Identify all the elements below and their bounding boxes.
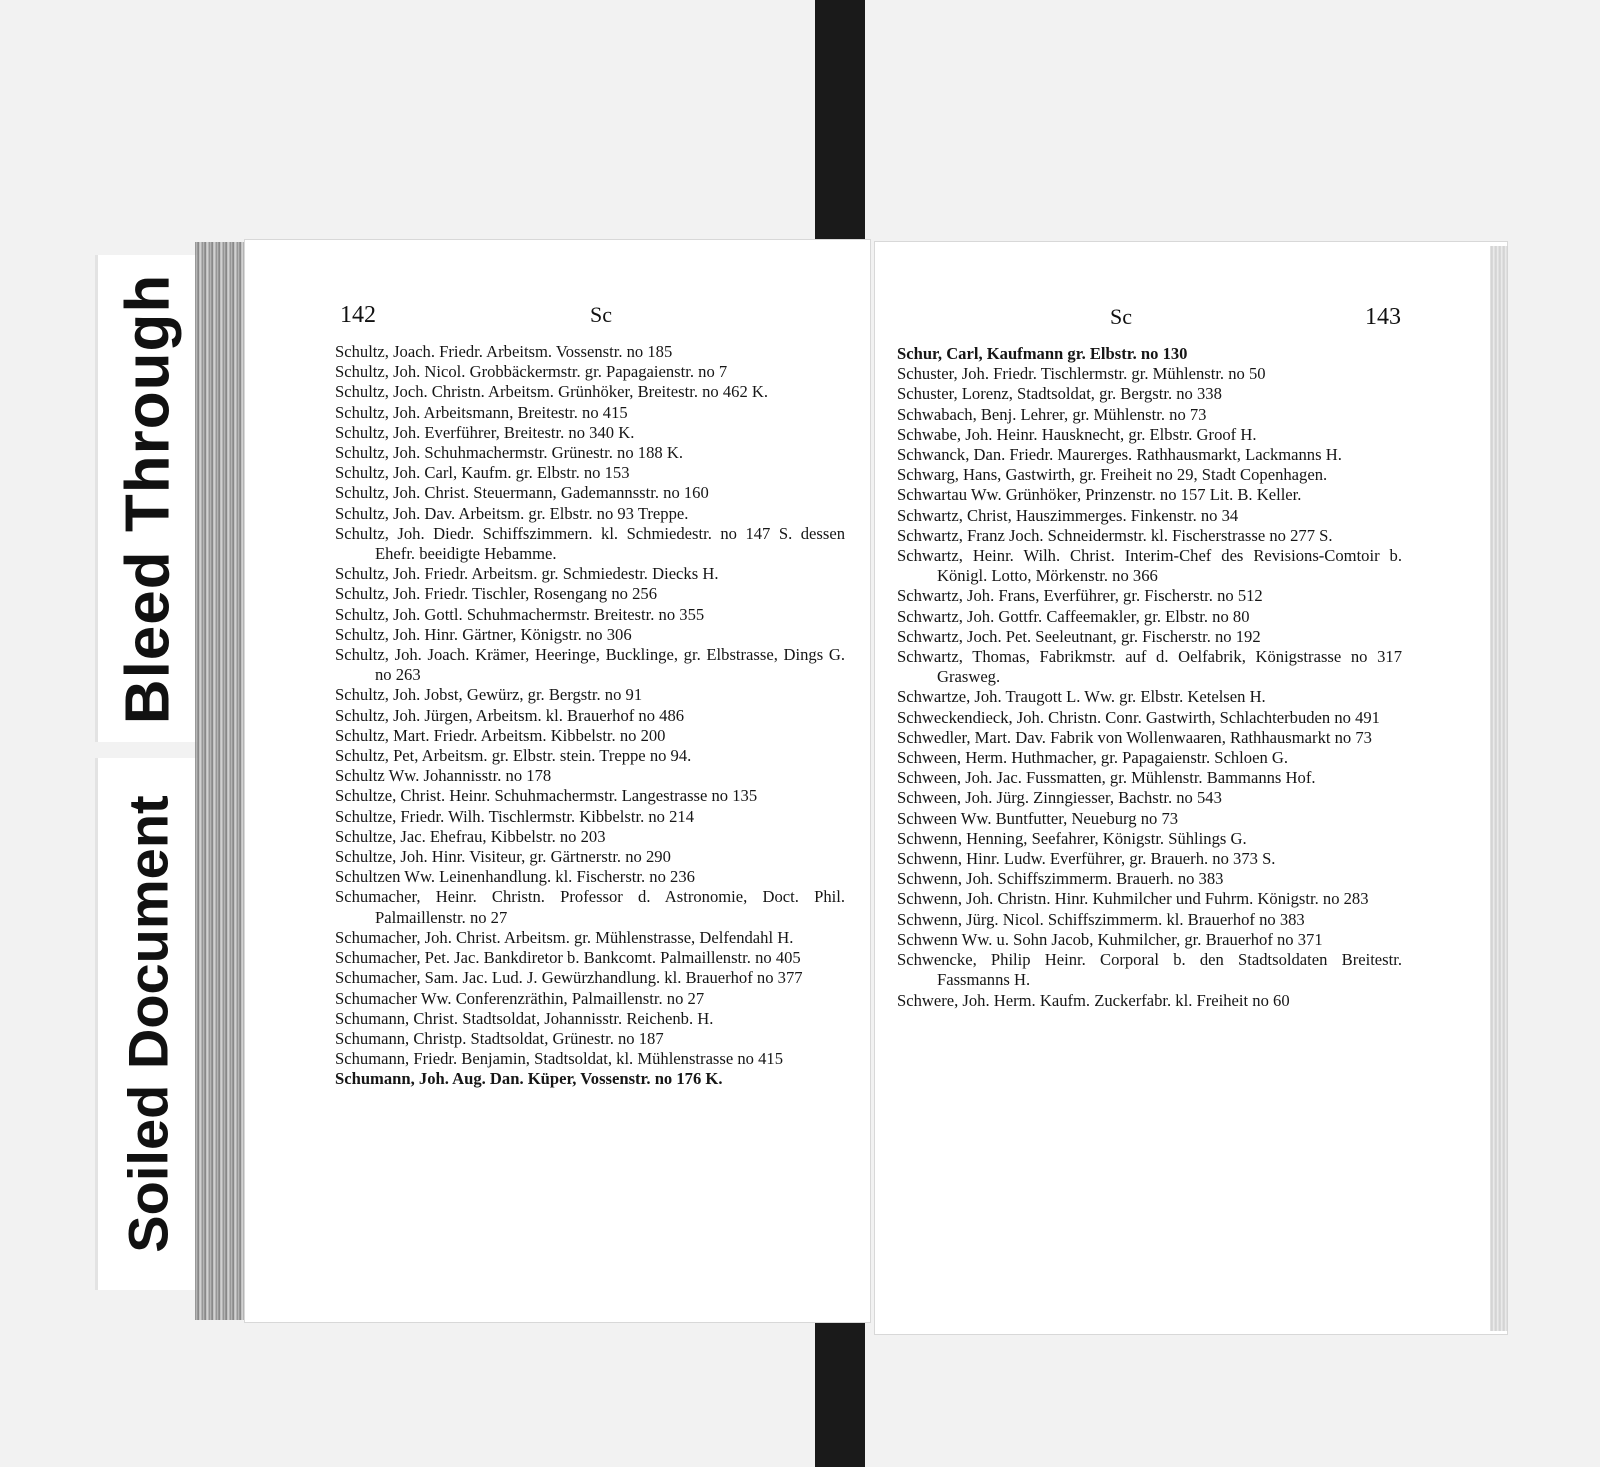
directory-entry: Schultz, Joh. Friedr. Tischler, Rosengang no 256 (335, 584, 657, 604)
directory-entry: Schultz, Pet, Arbeitsm. gr. Elbstr. stein. Treppe no 94. (335, 746, 692, 766)
directory-entry: Schultz, Joh. Arbeitsmann, Breitestr. no 415 (335, 402, 628, 422)
directory-entry: Schultze, Christ. Heinr. Schuhmachermstr. Langestrasse no 135 (335, 786, 758, 806)
directory-entry: Schuster, Lorenz, Stadtsoldat, gr. Bergstr. no 338 (897, 384, 1222, 404)
right-page (875, 242, 1507, 1334)
directory-entry: Schwencke, Philip Heinr. Corporal b. den Stadtsoldaten Breitestr. Fassmanns H. (897, 950, 1402, 990)
directory-entry: Schwartz, Joh. Gottfr. Caffeemakler, gr. Elbstr. no 80 (897, 606, 1250, 626)
directory-entry: Schwedler, Mart. Dav. Fabrik von Wollenwaaren, Rathhausmarkt no 73 (897, 727, 1372, 747)
directory-entry: Schumann, Friedr. Benjamin, Stadtsoldat, kl. Mühlenstrasse no 415 (335, 1049, 783, 1069)
directory-entry: Schultz, Joh. Nicol. Grobbäckermstr. gr. Papagaienstr. no 7 (335, 362, 728, 382)
directory-entry: Schwenn Ww. u. Sohn Jacob, Kuhmilcher, gr. Brauerhof no 371 (897, 929, 1323, 949)
left-page-number: 142 (340, 302, 376, 328)
directory-entry: Schultz, Joh. Joach. Krämer, Heeringe, Bucklinge, gr. Elbstrasse, Dings G. no 263 (335, 645, 845, 685)
directory-entry: Schumann, Christp. Stadtsoldat, Grünestr. no 187 (335, 1028, 664, 1048)
directory-entry: Schwabe, Joh. Heinr. Hausknecht, gr. Elbstr. Groof H. (897, 424, 1257, 444)
directory-entry: Schuster, Joh. Friedr. Tischlermstr. gr. Mühlenstr. no 50 (897, 364, 1266, 384)
directory-entry: Schween, Herm. Huthmacher, gr. Papagaienstr. Schloen G. (897, 748, 1289, 768)
directory-entry: Schumacher, Pet. Jac. Bankdiretor b. Bankcomt. Palmaillenstr. no 405 (335, 948, 801, 968)
directory-entry: Schultz, Joh. Friedr. Arbeitsm. gr. Schmiedestr. Diecks H. (335, 564, 719, 584)
directory-entry: Schultzen Ww. Leinenhandlung. kl. Fischerstr. no 236 (335, 867, 695, 887)
directory-entry: Schwenn, Henning, Seefahrer, Königstr. Sühlings G. (897, 828, 1247, 848)
directory-entry: Schumacher, Heinr. Christn. Professor d. Astronomie, Doct. Phil. Palmaillenstr. no 27 (335, 887, 845, 927)
bleed-through-label-box (95, 255, 198, 742)
directory-entry: Schultz, Joh. Carl, Kaufm. gr. Elbstr. no 153 (335, 463, 630, 483)
directory-entry: Schumann, Joh. Aug. Dan. Küper, Vossenstr. no 176 K. (335, 1069, 723, 1089)
directory-entry: Schweckendieck, Joh. Christn. Conr. Gastwirth, Schlachterbuden no 491 (897, 707, 1380, 727)
directory-entry: Schwartz, Heinr. Wilh. Christ. Interim-Chef des Revisions-Comtoir b. Königl. Lotto, Mörkenstr. no 366 (897, 546, 1402, 586)
right-page-heading: Sc (1110, 304, 1132, 329)
directory-entry: Schur, Carl, Kaufmann gr. Elbstr. no 130 (897, 344, 1188, 363)
directory-entry: Schwarg, Hans, Gastwirth, gr. Freiheit no 29, Stadt Copenhagen. (897, 465, 1328, 485)
directory-entry: Schumacher Ww. Conferenzräthin, Palmaillenstr. no 27 (335, 988, 705, 1008)
right-page-number: 143 (1365, 304, 1401, 330)
directory-entry: Schultz, Joh. Christ. Steuermann, Gademannsstr. no 160 (335, 483, 709, 503)
directory-entry: Schwartau Ww. Grünhöker, Prinzenstr. no 157 Lit. B. Keller. (897, 485, 1302, 505)
directory-entry: Schween Ww. Buntfutter, Neueburg no 73 (897, 808, 1179, 828)
directory-entry: Schwenn, Joh. Christn. Hinr. Kuhmilcher und Fuhrm. Königstr. no 283 (897, 889, 1369, 909)
directory-entry: Schultze, Friedr. Wilh. Tischlermstr. Kibbelstr. no 214 (335, 806, 695, 826)
left-page (245, 240, 870, 1322)
directory-entry: Schwartz, Christ, Hauszimmerges. Finkenstr. no 34 (897, 505, 1239, 525)
directory-entry: Schween, Joh. Jürg. Zinngiesser, Bachstr. no 543 (897, 788, 1222, 808)
directory-entry: Schultz, Joach. Friedr. Arbeitsm. Vossenstr. no 185 (335, 342, 673, 361)
directory-entry: Schwenn, Joh. Schiffszimmerm. Brauerh. no 383 (897, 869, 1224, 889)
left-entry-list (335, 342, 845, 1090)
directory-entry: Schultz, Mart. Friedr. Arbeitsm. Kibbelstr. no 200 (335, 725, 666, 745)
directory-entry: Schwartze, Joh. Traugott L. Ww. gr. Elbstr. Ketelsen H. (897, 687, 1266, 707)
left-page-heading: Sc (590, 302, 612, 327)
directory-entry: Schumann, Christ. Stadtsoldat, Johannisstr. Reichenb. H. (335, 1008, 714, 1028)
soiled-document-label-box (95, 758, 198, 1290)
directory-entry: Schultz, Joh. Hinr. Gärtner, Königstr. no 306 (335, 624, 632, 644)
directory-entry: Schwartz, Franz Joch. Schneidermstr. kl. Fischerstrasse no 277 S. (897, 525, 1333, 545)
soiled-document-label: Soiled Document (116, 795, 180, 1253)
directory-entry: Schwanck, Dan. Friedr. Maurerges. Rathhausmarkt, Lackmanns H. (897, 445, 1342, 465)
directory-entry: Schumacher, Sam. Jac. Lud. J. Gewürzhandlung. kl. Brauerhof no 377 (335, 968, 803, 988)
directory-entry: Schultz, Joh. Jürgen, Arbeitsm. kl. Brauerhof no 486 (335, 705, 685, 725)
directory-entry: Schwartz, Joh. Frans, Everführer, gr. Fischerstr. no 512 (897, 586, 1263, 606)
directory-entry: Schween, Joh. Jac. Fussmatten, gr. Mühlenstr. Bammanns Hof. (897, 768, 1316, 788)
directory-entry: Schumacher, Joh. Christ. Arbeitsm. gr. Mühlenstrasse, Delfendahl H. (335, 927, 794, 947)
right-page-edge (1490, 246, 1508, 1331)
directory-entry: Schultz, Joh. Schuhmachermstr. Grünestr. no 188 K. (335, 443, 683, 463)
bleed-through-label: Bleed Through (113, 273, 183, 724)
directory-entry: Schultz, Joh. Everführer, Breitestr. no 340 K. (335, 422, 635, 442)
directory-entry: Schwabach, Benj. Lehrer, gr. Mühlenstr. no 73 (897, 404, 1207, 424)
directory-entry: Schwartz, Joch. Pet. Seeleutnant, gr. Fischerstr. no 192 (897, 626, 1261, 646)
directory-entry: Schultze, Joh. Hinr. Visiteur, gr. Gärtnerstr. no 290 (335, 847, 671, 867)
directory-entry: Schultze, Jac. Ehefrau, Kibbelstr. no 203 (335, 826, 606, 846)
directory-entry: Schwartz, Thomas, Fabrikmstr. auf d. Oelfabrik, Königstrasse no 317 Grasweg. (897, 647, 1402, 687)
directory-entry: Schwenn, Jürg. Nicol. Schiffszimmerm. kl. Brauerhof no 383 (897, 909, 1305, 929)
directory-entry: Schultz, Joch. Christn. Arbeitsm. Grünhöker, Breitestr. no 462 K. (335, 382, 769, 402)
directory-entry: Schultz Ww. Johannisstr. no 178 (335, 766, 552, 786)
directory-entry: Schultz, Joh. Diedr. Schiffszimmern. kl. Schmiedestr. no 147 S. dessen Ehefr. beeidigte Hebamme. (335, 523, 845, 564)
directory-entry: Schultz, Joh. Dav. Arbeitsm. gr. Elbstr. no 93 Treppe. (335, 503, 689, 523)
right-entry-list (897, 344, 1402, 1011)
directory-entry: Schwenn, Hinr. Ludw. Everführer, gr. Brauerh. no 373 S. (897, 849, 1276, 869)
directory-entry: Schultz, Joh. Jobst, Gewürz, gr. Bergstr. no 91 (335, 685, 643, 705)
directory-entry: Schwere, Joh. Herm. Kaufm. Zuckerfabr. kl. Freiheit no 60 (897, 990, 1290, 1010)
directory-entry: Schultz, Joh. Gottl. Schuhmachermstr. Breitestr. no 355 (335, 604, 705, 624)
